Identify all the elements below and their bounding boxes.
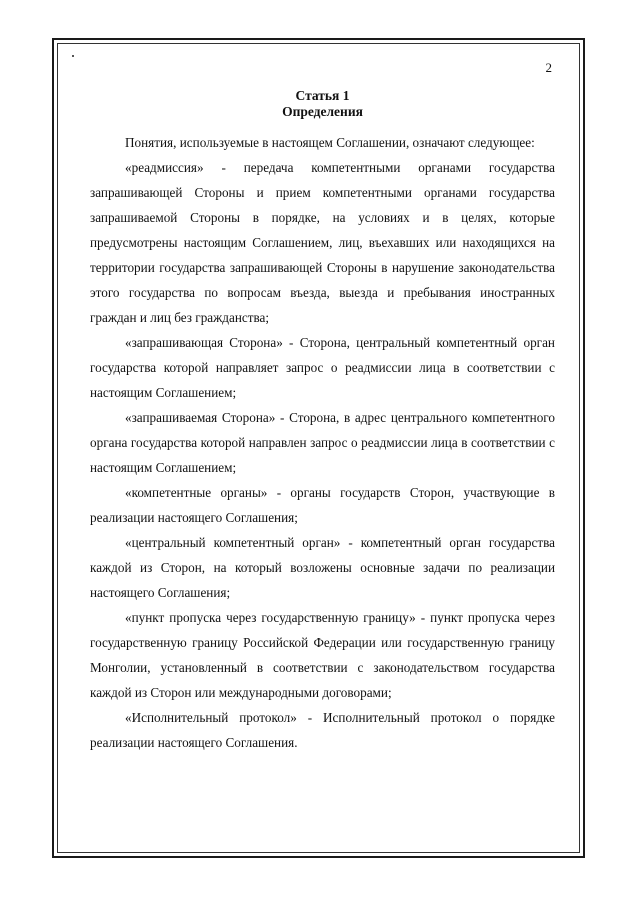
definition-requested-party: «запрашиваемая Сторона» - Сторона, в адрес центрального компетентного органа государства которой направлен запрос о реадмиссии лица в соответствии с настоящим Соглашением;: [90, 410, 555, 475]
definition-border-crossing-point: «пункт пропуска через государственную границу» - пункт пропуска через государственную границу Российской Федерации или государственную границу Монголии, установленный в соответствии с законодательством государства каждой из Сторон или международными договорами;: [90, 610, 555, 700]
scan-speck: [72, 55, 74, 57]
definition-central-authority: «центральный компетентный орган» - компетентный орган государства каждой из Сторон, на который возложены основные задачи по реализации настоящего Соглашения;: [90, 535, 555, 600]
definition-readmission: «реадмиссия» - передача компетентными органами государства запрашивающей Стороны и прием компетентными органами государства запрашиваемой Стороны в порядке, на условиях и в целях, которые предусмотрены настоящим Соглашением, лиц, въехавших или находящихся на территории государства запрашивающей Стороны в нарушение законодательства этого государства по вопросам въезда, выезда и пребывания иностранных граждан и лиц без гражданства;: [90, 160, 555, 325]
definition-implementing-protocol: «Исполнительный протокол» - Исполнительный протокол о порядке реализации настоящего Соглашения.: [90, 710, 555, 750]
document-body: [90, 88, 555, 755]
page-number: 2: [545, 60, 552, 75]
definition-competent-authorities: «компетентные органы» - органы государств Сторон, участвующие в реализации настоящего Соглашения;: [90, 485, 555, 525]
article-subtitle: Определения: [282, 104, 363, 119]
article-title: Статья 1: [295, 88, 350, 103]
definition-requesting-party: «запрашивающая Сторона» - Сторона, центральный компетентный орган государства которой направляет запрос о реадмиссии лица в соответствии с настоящим Соглашением;: [90, 335, 555, 400]
paragraph-intro: Понятия, используемые в настоящем Соглашении, означают следующее:: [125, 135, 535, 150]
